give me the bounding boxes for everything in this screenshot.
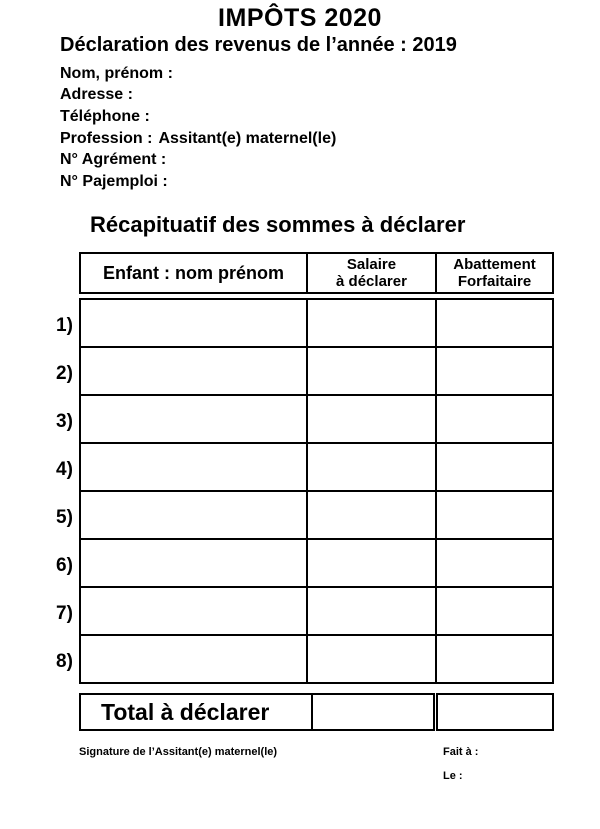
info-field-agrement-label: N° Agrément :	[60, 151, 167, 168]
row-number-7: 7)	[56, 603, 73, 624]
info-field-profession	[60, 128, 336, 149]
row-5-salaire-cell[interactable]	[306, 490, 437, 540]
document-subtitle: Déclaration des revenus de l’année : 2019	[60, 34, 457, 56]
row-8-name-cell[interactable]	[79, 634, 308, 684]
row-1-name-cell[interactable]	[79, 298, 308, 348]
row-4-name-cell[interactable]	[79, 442, 308, 492]
fait-a-label: Fait à :	[443, 746, 479, 758]
info-field-pajemploi	[60, 171, 174, 192]
document-title: IMPÔTS 2020	[218, 4, 382, 32]
column-header-salaire	[306, 252, 437, 294]
total-salaire-cell[interactable]	[311, 693, 435, 731]
row-6-name-cell[interactable]	[79, 538, 308, 588]
column-header-abattement	[435, 252, 554, 294]
info-field-phone	[60, 106, 156, 127]
total-abattement-cell[interactable]	[436, 693, 554, 731]
info-field-name	[60, 63, 179, 84]
total-label: Total à déclarer	[79, 693, 313, 731]
row-8-abattement-cell[interactable]	[435, 634, 554, 684]
row-number-3: 3)	[56, 411, 73, 432]
row-1-abattement-cell[interactable]	[435, 298, 554, 348]
row-number-8: 8)	[56, 651, 73, 672]
row-3-abattement-cell[interactable]	[435, 394, 554, 444]
row-5-abattement-cell[interactable]	[435, 490, 554, 540]
row-7-abattement-cell[interactable]	[435, 586, 554, 636]
row-5-name-cell[interactable]	[79, 490, 308, 540]
row-7-salaire-cell[interactable]	[306, 586, 437, 636]
info-field-profession-value: Assitant(e) maternel(le)	[158, 130, 337, 147]
row-2-name-cell[interactable]	[79, 346, 308, 396]
column-header-abattement-line2: Forfaitaire	[457, 273, 532, 290]
row-3-name-cell[interactable]	[79, 394, 308, 444]
row-number-6: 6)	[56, 555, 73, 576]
column-header-enfant: Enfant : nom prénom	[79, 252, 308, 294]
row-6-salaire-cell[interactable]	[306, 538, 437, 588]
column-header-salaire-line2: à déclarer	[336, 273, 407, 290]
info-field-address	[60, 84, 139, 105]
row-6-abattement-cell[interactable]	[435, 538, 554, 588]
le-label: Le :	[443, 770, 463, 782]
column-header-salaire-line1: Salaire	[346, 256, 397, 273]
info-field-agrement	[60, 149, 172, 170]
row-number-2: 2)	[56, 363, 73, 384]
row-number-5: 5)	[56, 507, 73, 528]
row-8-salaire-cell[interactable]	[306, 634, 437, 684]
row-1-salaire-cell[interactable]	[306, 298, 437, 348]
recap-title: Récapituatif des sommes à déclarer	[90, 212, 466, 237]
row-4-abattement-cell[interactable]	[435, 442, 554, 492]
signature-label: Signature de l’Assitant(e) maternel(le)	[79, 746, 278, 758]
row-number-4: 4)	[56, 459, 73, 480]
column-header-abattement-line1: Abattement	[453, 256, 536, 273]
info-field-profession-label: Profession :	[60, 130, 153, 147]
info-field-name-label: Nom, prénom :	[60, 65, 173, 82]
info-field-phone-label: Téléphone :	[60, 108, 150, 125]
row-4-salaire-cell[interactable]	[306, 442, 437, 492]
recap-table	[79, 252, 554, 690]
info-field-pajemploi-label: N° Pajemploi :	[60, 173, 168, 190]
row-number-1: 1)	[56, 315, 73, 336]
row-2-salaire-cell[interactable]	[306, 346, 437, 396]
row-7-name-cell[interactable]	[79, 586, 308, 636]
info-field-address-label: Adresse :	[60, 86, 133, 103]
row-3-salaire-cell[interactable]	[306, 394, 437, 444]
row-2-abattement-cell[interactable]	[435, 346, 554, 396]
